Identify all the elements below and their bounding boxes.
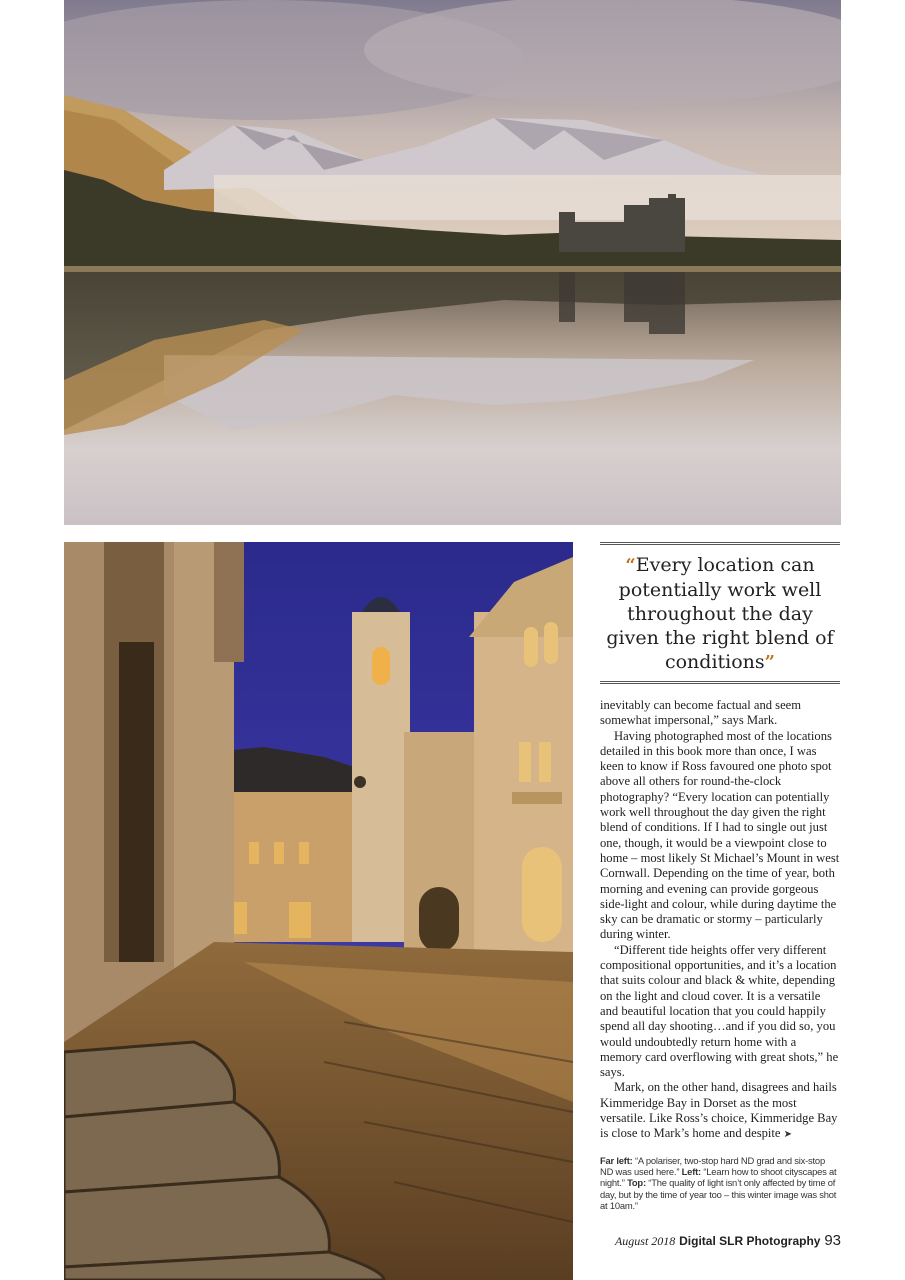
photo-dubrovnik-street (64, 542, 573, 1280)
pull-quote (600, 542, 840, 684)
caption-label: Far left: (600, 1154, 633, 1166)
body-paragraph-text: Mark, on the other hand, disagrees and hails Kimmeridge Bay in Dorset as the most versatile. Like Ross’s choice, Kimmeridge Bay is close to Mark’s home and despite (600, 1080, 838, 1141)
body-paragraph: inevitably can become factual and seem somewhat impersonal,” says Mark. (600, 698, 802, 728)
body-paragraph: “Different tide heights offer very different compositional opportunities, and it’s a location that suits colour and black & white, depending on the light and cloud cover. It is a versatile and beautiful location that you could happily spend all day shooting…and if you did so, you would undoubtedly return home with a memory card overflowing with great shots,” he says. (600, 942, 839, 1080)
close-quote-mark: ” (764, 652, 776, 673)
page-footer (615, 1232, 841, 1249)
text-column (600, 542, 840, 1212)
continue-arrow-icon: ➤ (783, 1129, 793, 1141)
pull-quote-text: Every location can potentially work well throughout the day given the right blend of conditions (606, 554, 834, 673)
magazine-name: Digital SLR Photography (679, 1234, 821, 1248)
photo-loch-castle (64, 0, 841, 525)
issue-date: August 2018 (614, 1234, 676, 1248)
body-paragraph (600, 1080, 840, 1142)
dubrovnik-illustration (64, 542, 573, 1280)
article-body (600, 698, 840, 1143)
body-paragraph: Having photographed most of the locations detailed in this book more than once, I was keen to know if Ross favoured one photo spot above all others for round-the-clock photography? “Every location can potentially work well throughout the day given the right blend of conditions. If I had to single out just one, though, it would be a viewpoint close to home – most likely St Michael’s Mount in west Cornwall. Depending on the time of year, both morning and evening can provide gorgeous side-light and colour, while during daytime the sky can be dramatic or stormy – particularly during winter. (600, 728, 840, 942)
loch-castle-illustration (64, 0, 841, 525)
caption-text: “The quality of light isn’t only affected by time of day, but by the time of year too – this winter image was shot at 10am.” (600, 1177, 837, 1212)
photo-captions (600, 1155, 840, 1212)
caption-label: Top: (627, 1177, 646, 1189)
caption-text: “Learn how to shoot cityscapes at night.” (600, 1166, 837, 1189)
caption-label: Left: (681, 1166, 701, 1178)
caption-text: “A polariser, two-stop hard ND grad and six-stop ND was used here.” (600, 1154, 825, 1178)
open-quote-mark: “ (625, 555, 636, 576)
page-number: 93 (824, 1232, 841, 1249)
